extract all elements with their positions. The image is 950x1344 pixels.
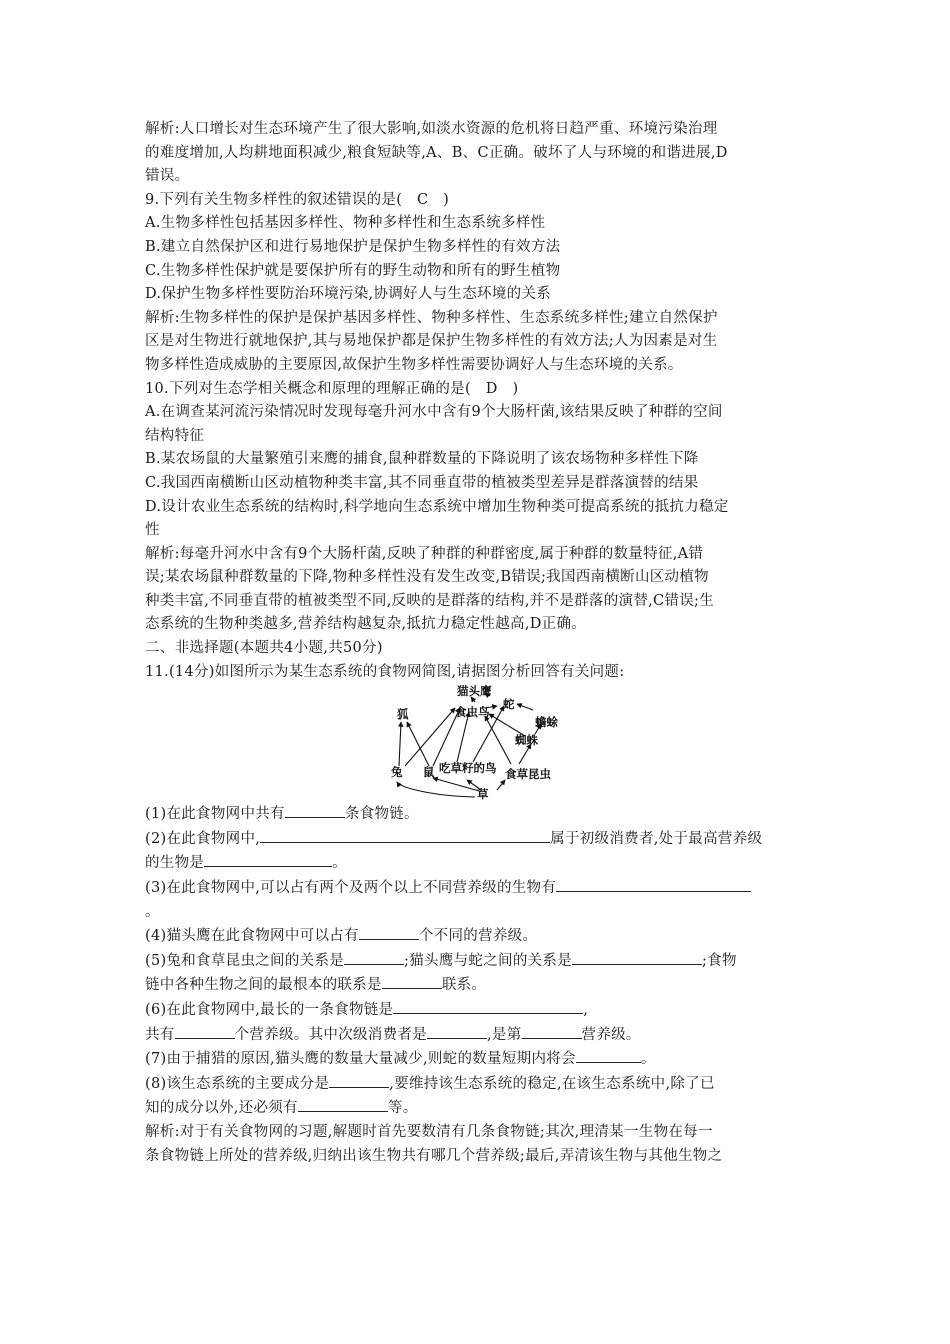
q9-option-c: C.生物多样性保护就是要保护所有的野生动物和所有的野生植物 (145, 262, 561, 279)
lizard-label: 蟾蜍 (535, 715, 558, 730)
q10-option-a-cont: 结构特征 (145, 427, 205, 444)
fox-label: 狐 (397, 707, 409, 722)
q10-option-c: C.我国西南横断山区动植物种类丰富,其不同垂直带的植被类型差异是群落演替的结果 (145, 474, 699, 491)
q10-option-d-cont: 性 (145, 522, 160, 539)
answer-blank[interactable] (572, 949, 702, 965)
q10-explanation-line: 解析:每毫升河水中含有9个大肠杆菌,反映了种群的种群密度,属于种群的数量特征,A错 (145, 545, 704, 562)
q11-part-6-cont: 共有 个营养级。其中次级消费者是 ,是第 营养级。 (145, 1023, 810, 1048)
answer-blank[interactable] (344, 949, 404, 965)
q9-option-d: D.保护生物多样性要防治环境污染,协调好人与生态环境的关系 (145, 286, 552, 303)
q10-option-a: A.在调查某河流污染情况时发现每毫升河水中含有9个大肠杆菌,该结果反映了种群的空间 (145, 404, 723, 421)
answer-blank[interactable] (175, 1023, 235, 1039)
q10-option-d: D.设计农业生态系统的结构时,科学地向生态系统中增加生物种类可提高系统的抵抗力稳定 (145, 498, 729, 515)
answer-blank[interactable] (576, 1047, 641, 1063)
q9-stem: 9.下列有关生物多样性的叙述错误的是( C ) (145, 191, 450, 208)
q11-part-7: (7)由于捕猎的原因,猫头鹰的数量大量减少,则蛇的数量短期内将会 。 (145, 1047, 810, 1072)
mouse-label: 鼠 (423, 765, 435, 780)
q11-part-4: (4)猫头鹰在此食物网中可以占有 个不同的营养级。 (145, 924, 810, 949)
rabbit-label: 兔 (391, 765, 403, 780)
q8-explanation-line: 错误。 (145, 168, 190, 185)
food-web-figure (145, 684, 810, 802)
answer-blank[interactable] (260, 827, 550, 843)
snake-label: 蛇 (503, 697, 515, 712)
document-page (145, 118, 810, 1168)
insect-label: 食草昆虫 (505, 767, 551, 782)
q11-part-6: (6)在此食物网中,最长的一条食物链是 , (145, 998, 810, 1023)
q10-option-b: B.某农场鼠的大量繁殖引来鹰的捕食,鼠种群数量的下降说明了该农场物种多样性下降 (145, 451, 699, 468)
q10-stem: 10.下列对生态学相关概念和原理的理解正确的是( D ) (145, 380, 519, 397)
insectbird-label: 食虫鸟 (455, 705, 490, 720)
food-web-diagram (393, 686, 593, 801)
q8-explanation-line: 的难度增加,人均耕地面积减少,粮食短缺等,A、B、C正确。破坏了人与环境的和谐进展,D (145, 144, 728, 161)
q10-explanation-line: 误;某农场鼠种群数量的下降,物种多样性没有发生改变,B错误;我国西南横断山区动植物 (145, 569, 709, 586)
answer-blank[interactable] (522, 1023, 582, 1039)
q11-part-1: (1)在此食物网中共有 条食物链。 (145, 802, 810, 827)
answer-blank[interactable] (329, 1072, 389, 1088)
q11-stem: 11.(14分)如图所示为某生态系统的食物网简图,请据图分析回答有关问题: (145, 663, 625, 680)
answer-blank[interactable] (427, 1023, 487, 1039)
q11-part-3-cont: 。 (145, 903, 160, 920)
q9-option-a: A.生物多样性包括基因多样性、物种多样性和生态系统多样性 (145, 215, 546, 232)
q9-option-b: B.建立自然保护区和进行易地保护是保护生物多样性的有效方法 (145, 238, 561, 255)
q11-part-2-cont: 的生物是 。 (145, 851, 810, 876)
answer-blank[interactable] (359, 924, 419, 940)
q9-explanation-line: 解析:生物多样性的保护是保护基因多样性、物种多样性、生态系统多样性;建立自然保护 (145, 309, 718, 326)
q9-explanation-line: 区是对生物进行就地保护,其与易地保护都是保护生物多样性的有效方法;人为因素是对生 (145, 333, 718, 350)
section-heading: 二、非选择题(本题共4小题,共50分) (145, 640, 383, 657)
owl-label: 猫头鹰 (457, 684, 492, 699)
spider-label: 蜘蛛 (515, 733, 538, 748)
q10-explanation-line: 态系统的生物种类越多,营养结构越复杂,抵抗力稳定性越高,D正确。 (145, 616, 587, 633)
q11-part-8-cont: 知的成分以外,还必须有 等。 (145, 1096, 810, 1121)
q11-explanation-line: 解析:对于有关食物网的习题,解题时首先要数清有几条食物链;其次,理清某一生物在每一 (145, 1123, 713, 1140)
q10-explanation-line: 种类丰富,不同垂直带的植被类型不同,反映的是群落的结构,并不是群落的演替,C错误;生 (145, 592, 715, 609)
answer-blank[interactable] (382, 973, 442, 989)
q11-explanation-line: 条食物链上所处的营养级,归纳出该生物共有哪几个营养级;最后,弄清该生物与其他生物之 (145, 1147, 723, 1164)
answer-blank[interactable] (556, 876, 751, 892)
seedbird-label: 吃草籽的鸟 (439, 761, 497, 776)
q11-part-3: (3)在此食物网中,可以占有两个及两个以上不同营养级的生物有 (145, 876, 810, 901)
q8-explanation-line: 解析:人口增长对生态环境产生了很大影响,如淡水资源的危机将日趋严重、环境污染治理 (145, 121, 718, 137)
grass-label: 草 (477, 787, 489, 802)
q11-part-5-cont: 链中各种生物之间的最根本的联系是 联系。 (145, 973, 810, 998)
answer-blank[interactable] (204, 851, 332, 867)
answer-blank[interactable] (285, 802, 345, 818)
answer-blank[interactable] (298, 1096, 388, 1112)
q11-part-5: (5)兔和食草昆虫之间的关系是 ;猫头鹰与蛇之间的关系是 ;食物 (145, 949, 810, 974)
answer-blank[interactable] (393, 998, 583, 1014)
q9-explanation-line: 物多样性造成威胁的主要原因,故保护生物多样性需要协调好人与生态环境的关系。 (145, 356, 683, 373)
q11-part-8: (8)该生态系统的主要成分是 ,要维持该生态系统的稳定,在该生态系统中,除了已 (145, 1072, 810, 1097)
q11-part-2: (2)在此食物网中, 属于初级消费者,处于最高营养级 (145, 827, 810, 852)
